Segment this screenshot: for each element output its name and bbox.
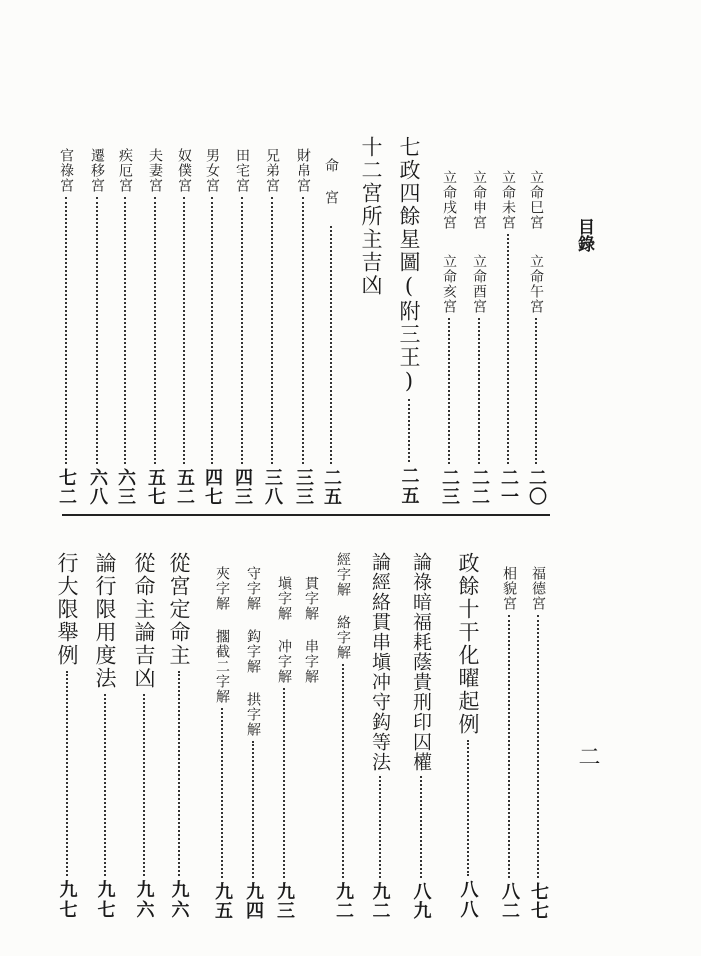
toc-title: 貫字解 xyxy=(303,576,319,621)
toc-entry-xu-hai[interactable] xyxy=(440,170,458,506)
toc-title: 七政四餘星圖(附三王) xyxy=(397,136,421,395)
dot-leader xyxy=(408,399,410,462)
toc-page: 九六 xyxy=(168,880,190,920)
toc-page: 五二 xyxy=(174,468,195,506)
dot-leader xyxy=(507,234,509,464)
toc-title: 立命酉宮 xyxy=(471,254,487,314)
toc-entry-wei[interactable] xyxy=(499,170,517,506)
toc-entry[interactable] xyxy=(263,148,281,506)
toc-title: 立命戌宮 xyxy=(441,170,457,230)
toc-page: 二五 xyxy=(321,468,342,506)
toc-header-title: 目錄 xyxy=(574,218,594,252)
toc-page: 五七 xyxy=(145,468,166,506)
toc-title: 夾字解 xyxy=(214,566,230,611)
dot-leader xyxy=(252,741,254,878)
toc-page: 九五 xyxy=(212,882,233,920)
dot-leader xyxy=(154,197,156,464)
toc-page: 八九 xyxy=(410,882,432,920)
toc-entry[interactable] xyxy=(411,552,430,920)
toc-entry[interactable] xyxy=(146,148,164,506)
toc-entry[interactable] xyxy=(370,552,389,920)
toc-title: 遷移宮 xyxy=(89,148,105,193)
toc-title: 兄弟宮 xyxy=(264,148,280,193)
dot-leader xyxy=(124,197,126,464)
dot-leader xyxy=(537,615,539,878)
dot-leader xyxy=(178,671,180,876)
toc-subentry[interactable] xyxy=(244,566,262,920)
toc-entry[interactable] xyxy=(500,566,518,920)
toc-page: 九二 xyxy=(333,882,354,920)
toc-page: 二三 xyxy=(439,468,460,506)
toc-page: 二二 xyxy=(469,468,490,506)
toc-title: 從命主論吉凶 xyxy=(132,552,156,690)
toc-page: 九三 xyxy=(274,882,295,920)
dot-leader xyxy=(211,197,213,464)
toc-entry-shen-you[interactable] xyxy=(470,170,488,506)
toc-page: 二一 xyxy=(498,468,519,506)
toc-title: 擱截二字解 xyxy=(214,629,230,704)
toc-page: 九七 xyxy=(94,880,116,920)
dot-leader xyxy=(448,318,450,464)
toc-title: 相貌宮 xyxy=(501,566,517,611)
toc-page: 七二 xyxy=(56,468,77,506)
toc-title: 男女宮 xyxy=(204,148,220,193)
toc-entry[interactable] xyxy=(203,148,221,506)
toc-title: 十二宮所主吉凶 xyxy=(359,136,383,297)
toc-page: 三八 xyxy=(262,468,283,506)
toc-entry-si-wu[interactable] xyxy=(527,170,545,506)
dot-leader xyxy=(104,694,106,876)
toc-title: 從宮定命主 xyxy=(167,552,191,667)
toc-entry[interactable] xyxy=(322,158,340,506)
toc-subentry[interactable] xyxy=(213,566,231,920)
toc-title: 論經絡貫串塡冲守鈎等法 xyxy=(369,552,391,772)
toc-subentry[interactable] xyxy=(334,552,352,920)
dot-leader xyxy=(271,197,273,464)
toc-title: 疾厄宮 xyxy=(117,148,133,193)
toc-title: 奴僕宮 xyxy=(176,148,192,193)
toc-entry[interactable] xyxy=(233,148,251,506)
toc-title: 政餘十干化曜起例 xyxy=(456,552,480,736)
dot-leader xyxy=(96,197,98,464)
toc-title: 論行限用度法 xyxy=(93,552,117,690)
dot-leader xyxy=(183,197,185,464)
toc-page: 三三 xyxy=(293,468,314,506)
toc-entry[interactable] xyxy=(94,552,115,920)
dot-leader xyxy=(342,664,344,878)
toc-entry[interactable] xyxy=(168,552,189,920)
toc-title: 福德宮 xyxy=(530,566,546,611)
toc-entry[interactable] xyxy=(133,552,154,920)
toc-title: 立命未宮 xyxy=(500,170,516,230)
toc-page: 六三 xyxy=(115,468,136,506)
toc-page: 二五 xyxy=(398,466,420,506)
toc-subentry[interactable] xyxy=(304,576,318,756)
toc-entry[interactable] xyxy=(175,148,193,506)
toc-page: 八二 xyxy=(499,882,520,920)
toc-entry[interactable] xyxy=(116,148,134,506)
toc-title: 論祿暗福耗蔭貴刑印囚權 xyxy=(410,552,432,772)
toc-title: 經字解 xyxy=(335,552,351,597)
dot-leader xyxy=(508,615,510,878)
toc-page: 九七 xyxy=(56,880,78,920)
toc-title: 拱字解 xyxy=(245,692,261,737)
toc-title: 行大限舉例 xyxy=(55,552,79,667)
toc-page: 八八 xyxy=(457,880,479,920)
toc-entry-twelve-palaces[interactable] xyxy=(360,136,381,386)
section-divider xyxy=(62,514,550,516)
toc-title: 官祿宮 xyxy=(58,148,74,193)
toc-page: 九二 xyxy=(369,882,391,920)
dot-leader xyxy=(420,776,422,878)
toc-entry[interactable] xyxy=(88,148,106,506)
toc-page: 九六 xyxy=(133,880,155,920)
toc-title: 立命亥宮 xyxy=(441,254,457,314)
toc-title: 塡字解 xyxy=(276,576,292,621)
toc-entry[interactable] xyxy=(294,148,312,506)
toc-title: 鈎字解 xyxy=(245,629,261,674)
dot-leader xyxy=(65,197,67,464)
toc-title: 立命申宮 xyxy=(471,170,487,230)
dot-leader xyxy=(535,318,537,464)
toc-entry-star-chart[interactable] xyxy=(398,136,419,506)
dot-leader xyxy=(143,694,145,876)
toc-title: 立命巳宮 xyxy=(528,170,544,230)
toc-title: 絡字解 xyxy=(335,615,351,660)
dot-leader xyxy=(467,740,469,876)
toc-entry[interactable] xyxy=(529,566,547,920)
toc-page: 六八 xyxy=(87,468,108,506)
toc-page: 四七 xyxy=(202,468,223,506)
dot-leader xyxy=(330,226,332,464)
toc-entry[interactable] xyxy=(56,552,77,920)
dot-leader xyxy=(283,688,285,878)
toc-title: 冲字解 xyxy=(276,639,292,684)
toc-title: 立命午宮 xyxy=(528,254,544,314)
dot-leader xyxy=(302,197,304,464)
dot-leader xyxy=(241,197,243,464)
dot-leader xyxy=(66,671,68,876)
toc-page: 九四 xyxy=(243,882,264,920)
page-number: 二 xyxy=(575,745,600,767)
dot-leader xyxy=(478,318,480,464)
dot-leader xyxy=(221,708,223,878)
toc-title: 夫妻宮 xyxy=(147,148,163,193)
toc-page: 四三 xyxy=(232,468,253,506)
toc-title: 守字解 xyxy=(245,566,261,611)
toc-title: 財帛宮 xyxy=(295,148,311,193)
toc-page: 七七 xyxy=(528,882,549,920)
dot-leader xyxy=(379,776,381,878)
toc-subentry[interactable] xyxy=(275,576,293,920)
toc-title: 串字解 xyxy=(303,639,319,684)
toc-title: 命宮 xyxy=(323,158,339,222)
toc-page: 二〇 xyxy=(526,468,547,506)
toc-entry[interactable] xyxy=(57,148,75,506)
toc-entry[interactable] xyxy=(457,552,478,920)
toc-title: 田宅宮 xyxy=(234,148,250,193)
